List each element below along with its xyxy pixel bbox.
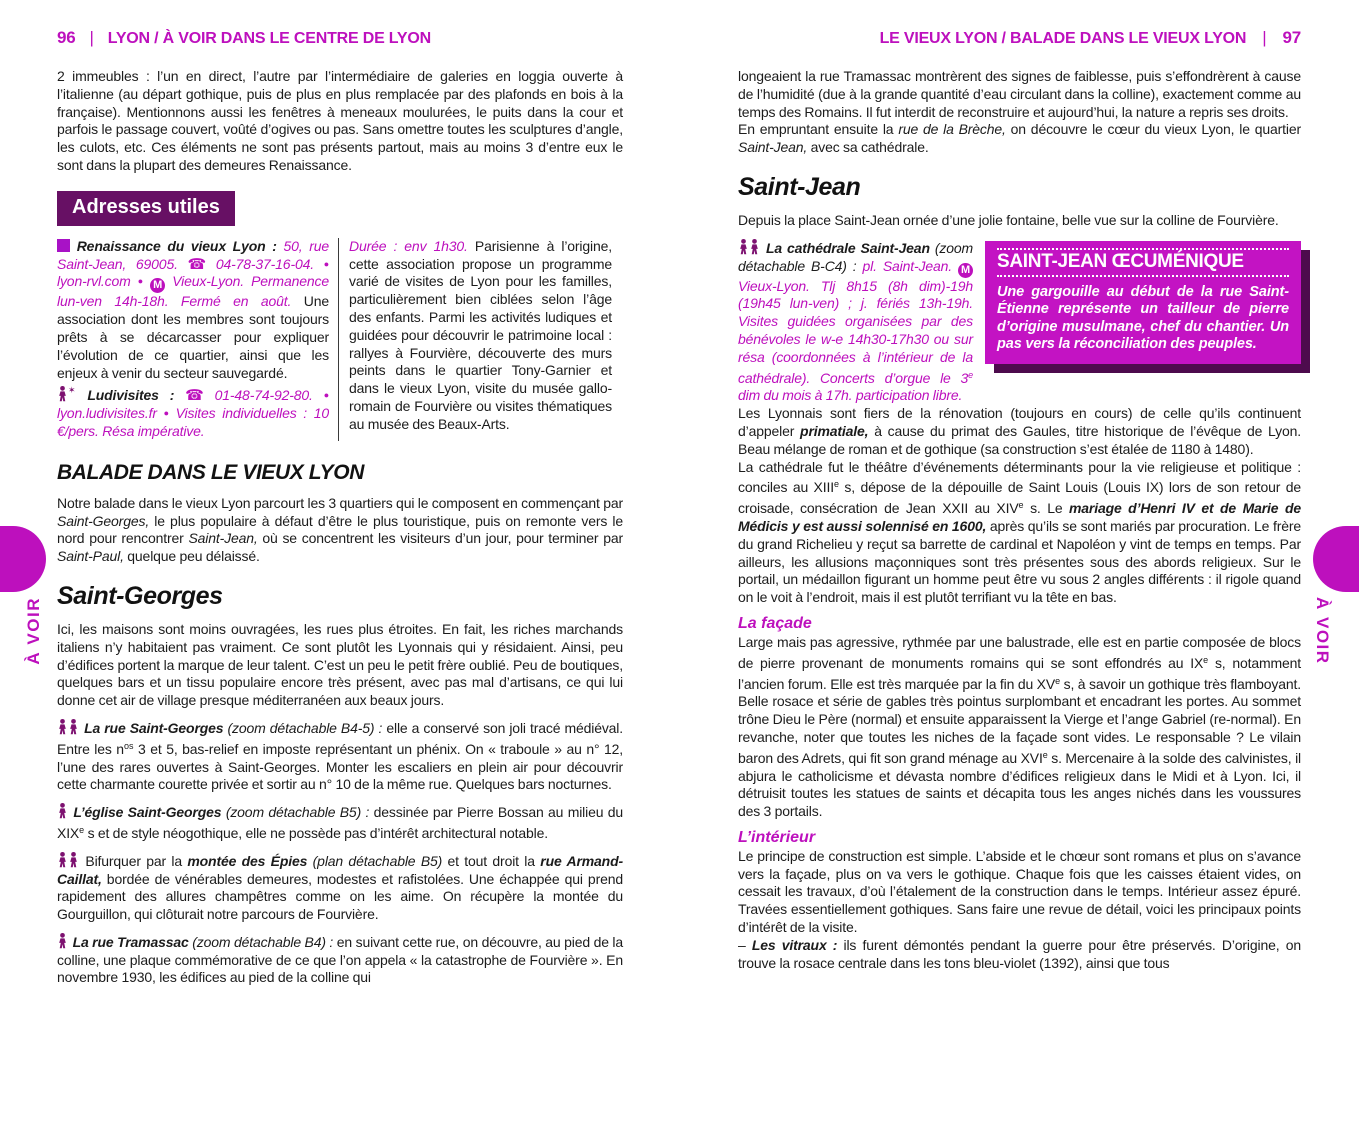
text-segment: où se concentrent les visiteurs d’un jour, pour terminer par bbox=[257, 530, 623, 547]
kids-icon bbox=[57, 382, 75, 405]
text-segment: et tout droit la bbox=[442, 852, 541, 869]
rue-de-la-breche-paragraph bbox=[738, 121, 1301, 157]
section-tab-a-voir-right: À VOIR bbox=[1313, 597, 1332, 665]
subhead-la-facade: La façade bbox=[738, 614, 812, 632]
text-segment: La cathédrale fut le théâtre d’événements déterminants pour la vie religieuse et politique : conciles au XIII bbox=[738, 458, 1301, 496]
walker-icon bbox=[57, 803, 68, 822]
text-segment: s, dépose de la dépouille de Saint Louis (Louis IX) lors de son retour de croisade, consécration de Jean XXII au XIV bbox=[738, 479, 1301, 517]
page-number: 97 bbox=[1282, 28, 1301, 47]
addresses-two-columns bbox=[57, 238, 623, 441]
vitraux-paragraph bbox=[738, 937, 1301, 973]
text-segment: Bifurquer par la bbox=[80, 852, 188, 869]
phone-icon: ☎ bbox=[185, 387, 204, 405]
saint-jean-intro: Depuis la place Saint-Jean ornée d’une jolie fontaine, belle vue sur la colline de Fourvière. bbox=[738, 211, 1279, 228]
text-segment: En empruntant ensuite la bbox=[738, 121, 899, 138]
walker-icon bbox=[57, 933, 68, 952]
metro-icon: M bbox=[958, 263, 973, 278]
star-icon: ✶ bbox=[68, 385, 76, 396]
text-segment: en suivant cette rue, on découvre, au pied de la colline, une plaque commémorative de ce que l’on appela « la catastrophe de Fourvière ». En novembre 1930, les édifices au pied de la colline qui bbox=[57, 933, 624, 986]
text-segment: s, notamment l’ancien forum. Elle est très marquée par la fin du XV bbox=[738, 654, 1302, 692]
sight-entry-rue-saint-georges bbox=[57, 719, 623, 794]
text-segment: e bbox=[1042, 749, 1048, 760]
text-segment: 3 et 5, bas-relief en imposte représentant un phénix. On « traboule » au n° 12, l’une des rares ouvertes à Saint-Georges. Monter les escaliers en plein air pour découvrir cette charmante courette privée et sortir au n° 10 de la même rue. Quelques bars nocturnes. bbox=[57, 740, 623, 793]
quarter-title-saint-georges: Saint-Georges bbox=[57, 581, 223, 610]
text-segment bbox=[143, 273, 150, 289]
text-segment: quelque peu délaissé. bbox=[123, 548, 260, 565]
continuation-paragraph: longeaient la rue Tramassac montrèrent des signes de faiblesse, puis s’effondrèrent à cause de l’humidité (due à la grande quantité d’eau circulant dans la colline), exactement comme au temps des Romains. Il fut interdit de reconstruire et aujourd’hui, la nature a repris ses droits. bbox=[738, 68, 1301, 120]
text-segment: e bbox=[968, 369, 973, 380]
walker-pair-icon bbox=[738, 239, 760, 258]
text-segment: Vieux-Lyon. Tlj 8h15 (8h dim)-19h (19h45 lun-ven) ; j. fériés 13h-19h. Visites guidées organisées par des bénévoles le w-e 14h30-17h30 ou sur résa (coordonnées à l’intérieur de la cathédrale). Concerts d’orgue le 3 bbox=[738, 277, 973, 386]
text-segment: – bbox=[738, 936, 752, 953]
text-segment: montée des Épies bbox=[187, 852, 313, 869]
text-segment: on découvre le cœur du vieux Lyon, le quartier bbox=[1005, 121, 1301, 138]
text-segment: Renaissance du vieux Lyon : bbox=[70, 237, 284, 254]
text-segment: 50, rue Saint-Jean, 69005. bbox=[57, 237, 329, 272]
text-segment: Saint-Jean, bbox=[738, 139, 808, 156]
text-segment: primatiale, bbox=[800, 422, 869, 439]
facade-paragraph bbox=[738, 634, 1301, 821]
page-edge-tab-left bbox=[0, 526, 46, 592]
text-segment: elle a conservé son joli tracé médiéval. Entre les n bbox=[57, 719, 624, 757]
text-segment: e bbox=[1055, 675, 1061, 686]
box-body: Une gargouille au début de la rue Saint-Étienne représente un tailleur de pierre d’origine musulmane, chef du chantier. Un pas vers la réconciliation des peuples. bbox=[997, 283, 1289, 353]
text-segment: Une association dont les membres sont toujours prêts à se décarcasser pour expliquer l’évolution de ce quartier, ainsi que les enjeux à venir du secteur sauvegardé. bbox=[57, 293, 329, 381]
page-97 bbox=[738, 28, 1301, 972]
section-tab-a-voir-left: À VOIR bbox=[24, 597, 43, 665]
banner-label: Adresses utiles bbox=[72, 195, 220, 218]
dot-icon: ● bbox=[323, 258, 329, 269]
lyonnais-paragraph bbox=[738, 405, 1301, 458]
cathedrale-history-paragraph bbox=[738, 459, 1301, 607]
text-segment: s. Le bbox=[1023, 500, 1069, 517]
text-segment: L’église Saint-Georges bbox=[69, 804, 226, 821]
text-segment: 01-48-74-92-80. bbox=[203, 387, 324, 404]
text-segment: (zoom détachable B4) : bbox=[192, 933, 337, 950]
sight-entry-montee-des-epies bbox=[57, 852, 623, 924]
page-number: 96 bbox=[57, 28, 76, 47]
sight-entry-eglise-saint-georges bbox=[57, 803, 623, 843]
phone-icon: ☎ bbox=[187, 255, 207, 273]
text-segment: (zoom détachable B5) : bbox=[225, 804, 374, 821]
text-segment: Saint-Jean, bbox=[188, 530, 258, 547]
head-separator: | bbox=[1262, 28, 1267, 47]
text-segment: après qu’ils se sont mariés par procuration. Le frère du grand Richelieu y reçut sa barrette de cardinal et Napoléon y vint de temps en temps. Par ailleurs, les allusions maçonniques sont très présentes sous des abords religieux. Sur le portail, un médaillon figurant un homme peut être vu sous 2 angles différents : il rigole quand on le voit à l’endroit, mais il est plutôt terrifiant vu la tête en bas. bbox=[738, 517, 1301, 606]
dot-icon: ● bbox=[163, 408, 169, 419]
ludivisites-entry bbox=[57, 382, 329, 440]
text-segment: Vieux-Lyon. Permanence lun-ven 14h-18h. Fermé en août. bbox=[57, 273, 329, 310]
renaissance-entry bbox=[57, 238, 329, 383]
text-segment: Large mais pas agressive, rythmée par une balustrade, elle est en partie composée de blocs de pierre provenant de monuments romains qui se sont effondrés au IX bbox=[738, 633, 1301, 671]
page-edge-tab-right bbox=[1313, 526, 1359, 592]
text-segment: Parisienne à l’origine, cette association propose un programme varié de visites de Lyon pour les familles, particulièrement bien ciblées selon l’âge des enfants. Parmi les activités ludiques et guidées pour découvrir le patrimoine local : rallyes à Fourvière, découverte des murs peints dans le quartier Tony-Garnier et dans le vieux Lyon, visite du musée gallo-romain de Fourvière ou visites thématiques au musée des Beaux-Arts. bbox=[349, 237, 612, 432]
intro-paragraph: 2 immeubles : l’un en direct, l’autre par l’intermédiaire de galeries en loggia ouverte à l’italienne (au départ gothique, puis de plus en plus remplacée par des plafonds en bois à la française). Mentionnons aussi les fenêtres à meneaux moulurées, le puits dans la cour et parfois le passage couvert, voûté d’ogives ou pas. Sans omettre toutes les sculptures d’angle, les culots, etc. Ces éléments ne sont pas présents partout, mais au moins 3 d’entre eux le sont dans la plupart des demeures Renaissance. bbox=[57, 68, 623, 173]
text-segment: Notre balade dans le vieux Lyon parcourt les 3 quartiers qui le composent en commençant par bbox=[57, 494, 623, 511]
text-segment: lyon-rvl.com bbox=[57, 273, 138, 290]
text-segment: Durée : env 1h30. bbox=[349, 237, 475, 254]
dot-icon: ● bbox=[137, 276, 144, 287]
addresses-column-2 bbox=[339, 238, 612, 441]
text-segment: Les vitraux : bbox=[751, 936, 844, 953]
text-segment: mariage d’Henri IV et de Marie de Médicis y est aussi solennisé en 1600, bbox=[738, 500, 1301, 534]
text-segment: ils furent démontés pendant la guerre pour être préservés. D’origine, on trouve la rosace centrale dans les tons bleu-violet (1392), ainsi que tous bbox=[738, 936, 1301, 971]
box-title: SAINT-JEAN ŒCUMÉNIQUE bbox=[997, 248, 1289, 277]
saint-jean-oecumenique-box bbox=[985, 241, 1301, 364]
balade-intro bbox=[57, 495, 623, 566]
ludivisites-continuation bbox=[349, 238, 612, 434]
adresses-utiles-banner bbox=[57, 191, 235, 226]
text-segment: La rue Tramassac bbox=[69, 933, 193, 950]
subhead-interieur: L’intérieur bbox=[738, 828, 816, 846]
text-segment: Les Lyonnais sont fiers de la rénovation (toujours en cours) de celle qu’ils continuent d’appeler bbox=[738, 405, 1301, 439]
text-segment: os bbox=[123, 740, 134, 751]
sight-entry-rue-tramassac bbox=[57, 933, 623, 987]
quarter-title-saint-jean: Saint-Jean bbox=[738, 172, 861, 201]
head-separator: | bbox=[89, 28, 94, 47]
text-segment: avec sa cathédrale. bbox=[807, 139, 929, 156]
text-segment: s. Mercenaire à la solde des calvinistes, il abjura le catholicisme et dévasta nombre d’édifices religieux dans le Midi et à Lyon. Ici, il détruisit toutes les statues de saints et décapita tous les anges nichés dans les voussures des 3 portails. bbox=[738, 749, 1301, 820]
text-segment: bordée de vénérables demeures, modestes et rafistolées. Une échappée qui prend rapidement des allures champêtres comme on les aime. On récupère la montée du Gourguillon, qui clôturait notre parcours de Fourvière. bbox=[57, 870, 623, 923]
text-segment: 04-78-37-16-04. bbox=[206, 255, 324, 272]
text-segment: rue de la Brèche, bbox=[898, 121, 1006, 138]
interieur-paragraph: Le principe de construction est simple. L’abside et le chœur sont romans et plus on s’avance vers la façade, plus on va vers le gothique. Chaque fois que les caisses étaient vides, on cessait les travaux, d’où l’étalement de la construction dans le temps. Intérieur assez épuré. Travées essentiellement gothiques. Sans faire une revue de détail, voici les principaux points d’intérêt de la visite. bbox=[738, 847, 1301, 936]
running-head-title: LYON / À VOIR DANS LE CENTRE DE LYON bbox=[107, 30, 431, 47]
text-segment: (zoom détachable B4-5) : bbox=[227, 719, 387, 736]
addresses-column-1 bbox=[57, 238, 338, 441]
sight-entry-cathedrale-saint-jean bbox=[738, 239, 1301, 405]
page-96 bbox=[57, 28, 623, 987]
running-head-right bbox=[738, 28, 1301, 48]
cathedral-entry-text bbox=[738, 240, 973, 404]
text-segment: (plan détachable B5) bbox=[312, 852, 443, 869]
running-head-left bbox=[57, 28, 623, 48]
square-bullet-icon bbox=[57, 239, 70, 252]
text-segment: à cause du primat des Gaules, titre historique de l’évêque de Lyon. Beau mélange de roman et de gothique (sa construction s’est étalée de 1180 à 1480). bbox=[738, 422, 1301, 457]
text-segment: e bbox=[1203, 654, 1209, 665]
running-head-title: LE VIEUX LYON / BALADE DANS LE VIEUX LYON bbox=[879, 30, 1247, 47]
text-segment: lyon.ludivisites.fr bbox=[57, 405, 164, 422]
text-segment: La rue Saint-Georges bbox=[80, 719, 228, 736]
walker-pair-icon bbox=[57, 719, 79, 738]
text-segment: e bbox=[1018, 500, 1024, 511]
text-segment: s, à savoir un gothique très flamboyant. Belle rosace et série de gables très pointus surplombant et encadrant les portes. Au sommet trône Dieu le Père (normal) et ensuite apparaissent la Vierge et l’ange Gabriel (re-normal). En revanche, noter que toutes les niches de la façade sont vides. Le responsable ? Le vilain baron des Adrets, qui fit son grand ménage au XVI bbox=[738, 675, 1302, 766]
text-segment: (zoom détachable B-C4) : bbox=[738, 239, 973, 274]
metro-icon: M bbox=[150, 278, 165, 293]
text-segment: rue Armand-Caillat, bbox=[57, 852, 623, 887]
walker-pair-icon bbox=[57, 852, 79, 871]
text-segment: s et de style néogothique, elle ne possède pas d’intérêt architectural notable. bbox=[84, 824, 548, 841]
text-segment: e bbox=[79, 824, 85, 835]
text-segment: La cathédrale Saint-Jean bbox=[761, 239, 935, 256]
text-segment: dessinée par Pierre Bossan au milieu du XIX bbox=[57, 804, 624, 841]
text-segment: Saint-Georges, bbox=[57, 512, 150, 529]
dot-icon: ● bbox=[323, 390, 330, 401]
text-segment: pl. Saint-Jean. bbox=[862, 257, 958, 274]
text-segment: le plus populaire à défaut d’être le plus touristique, puis on remonte vers le nord pour rencontrer bbox=[57, 512, 623, 547]
text-segment: Saint-Paul, bbox=[57, 548, 124, 565]
saint-georges-paragraph: Ici, les maisons sont moins ouvragées, les rues plus étroites. En fait, les riches marchands italiens n’y habitaient pas vraiment. Ce sont plutôt les Lyonnais qui y résidaient. Ainsi, peu d’édifices portent la marque de leur talent. C’est un peu le petit frère oublié. Peu de boutiques, quelques bars et un tissu populaire encore très présent, avec pas mal d’artisans, ce qui lui donne cet air de village presque méditerranéen aux beaux jours. bbox=[57, 620, 623, 709]
text-segment: dim du mois à 17h. participation libre. bbox=[738, 387, 963, 404]
section-title-balade: BALADE DANS LE VIEUX LYON bbox=[57, 460, 364, 484]
text-segment: Visites individuelles : 10 €/pers. Résa impérative. bbox=[57, 405, 329, 439]
text-segment: Ludivisites : bbox=[76, 387, 186, 404]
text-segment: e bbox=[833, 479, 839, 490]
